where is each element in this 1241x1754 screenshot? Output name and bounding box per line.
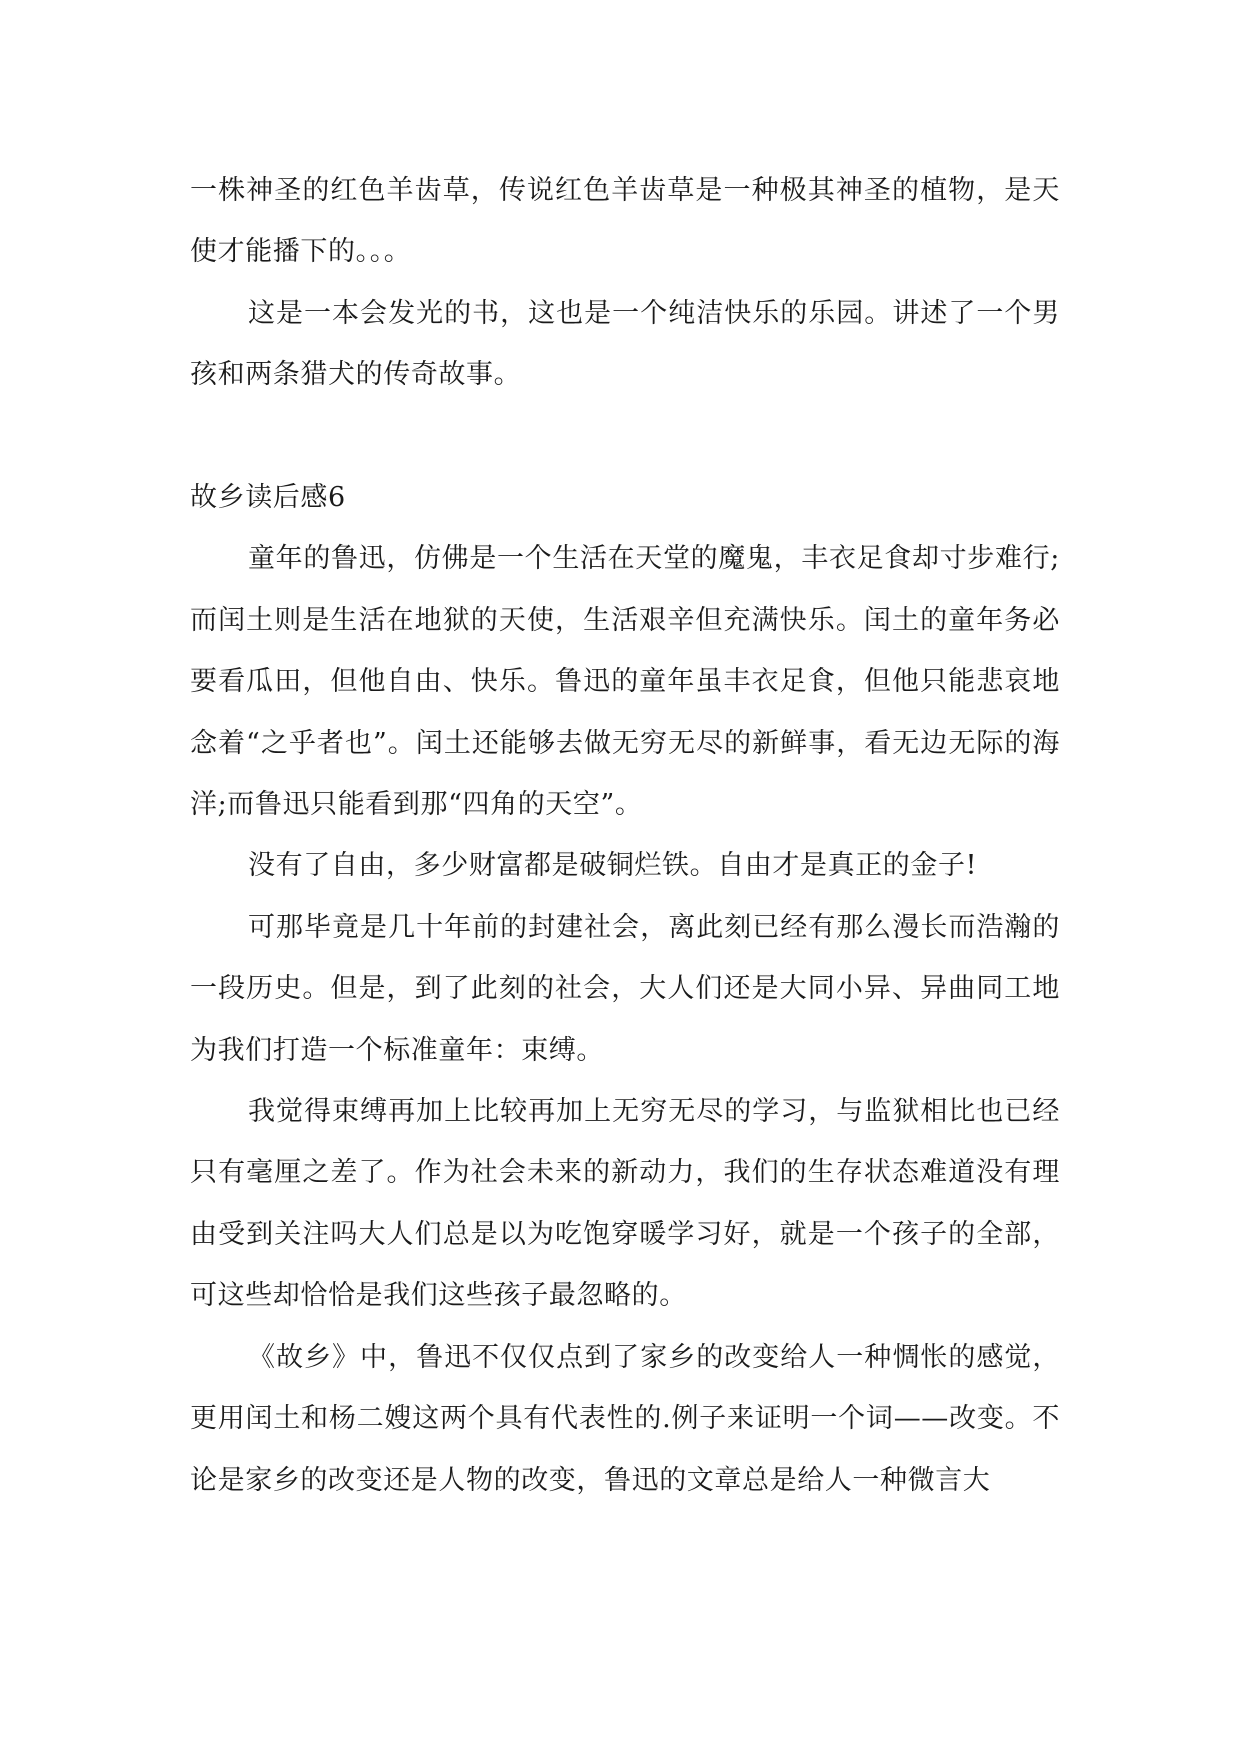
paragraph-feudal-society: 可那毕竟是几十年前的封建社会，离此刻已经有那么漫长而浩瀚的一段历史。但是，到了此刻的社会，大人们还是大同小异、异曲同工地为我们打造一个标准童年：束缚。	[190, 911, 1060, 1066]
document-body	[190, 160, 1060, 1511]
paragraph-freedom: 没有了自由，多少财富都是破铜烂铁。自由才是真正的金子!	[248, 850, 978, 882]
paragraph-constraint: 我觉得束缚再加上比较再加上无穷无尽的学习，与监狱相比也已经只有毫厘之差了。作为社会未来的新动力，我们的生存状态难道没有理由受到关注吗大人们总是以为吃饱穿暖学习好，就是一个孩子的全部，可这些却恰恰是我们这些孩子最忽略的。	[190, 1096, 1060, 1312]
section-title: 故乡读后感6	[190, 482, 346, 514]
section-spacer	[190, 406, 1060, 467]
paragraph-fern-continuation: 一株神圣的红色羊齿草，传说红色羊齿草是一种极其神圣的植物，是天使才能播下的。。。	[190, 175, 1060, 268]
paragraph-hometown-change: 《故乡》中，鲁迅不仅仅点到了家乡的改变给人一种惆怅的感觉，更用闰土和杨二嫂这两个具有代表性的.例子来证明一个词——改变。不论是家乡的改变还是人物的改变，鲁迅的文章总是给人一种微言大	[190, 1341, 1060, 1496]
paragraph-childhood-comparison: 童年的鲁迅，仿佛是一个生活在天堂的魔鬼，丰衣足食却寸步难行;而闰土则是生活在地狱的天使，生活艰辛但充满快乐。闰土的童年务必要看瓜田，但他自由、快乐。鲁迅的童年虽丰衣足食，但他只能悲哀地念着“之乎者也”。闰土还能够去做无穷无尽的新鲜事，看无边无际的海洋;而鲁迅只能看到那“四角的天空”。	[190, 543, 1060, 821]
paragraph-book-summary: 这是一本会发光的书，这也是一个纯洁快乐的乐园。讲述了一个男孩和两条猎犬的传奇故事。	[190, 297, 1060, 391]
